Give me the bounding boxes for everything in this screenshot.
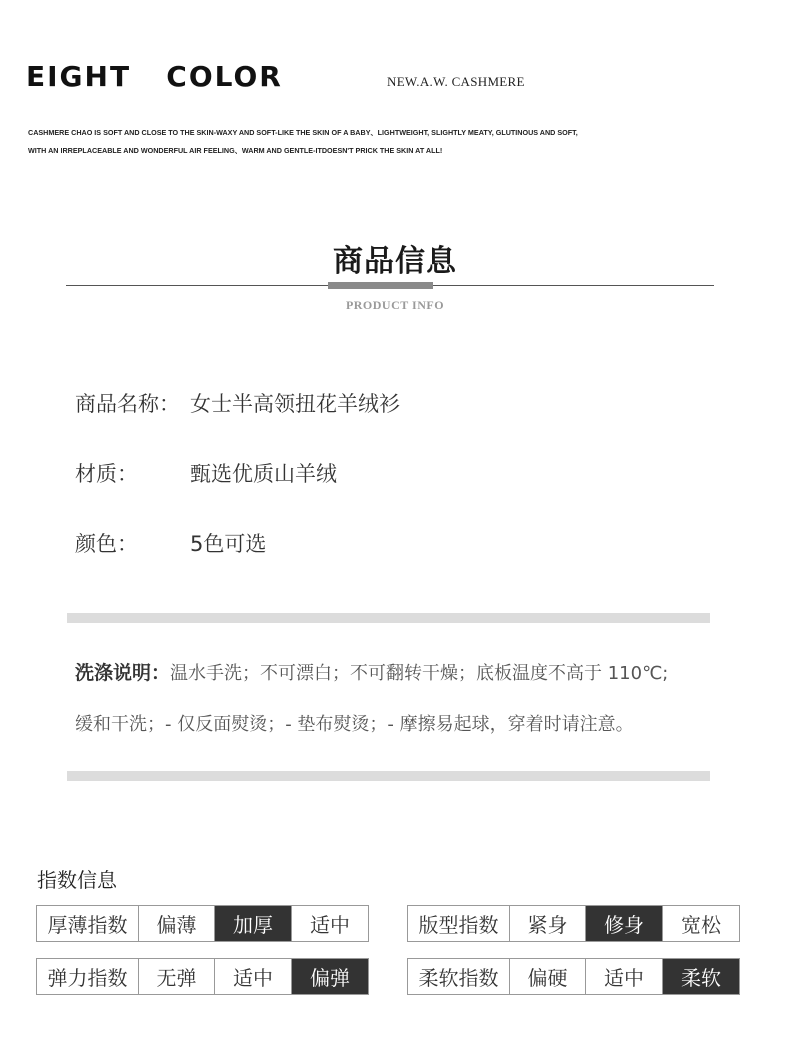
color-label: [75, 528, 190, 558]
elasticity-option-stretchy: 偏弹: [291, 959, 368, 994]
fit-index-label: 版型指数: [418, 913, 499, 937]
material-label-a: 材: [75, 462, 96, 486]
tagline-line-1: CASHMERE CHAO IS SOFT AND CLOSE TO THE SKIN-WAXY AND SOFT-LIKE THE SKIN OF A BABY、LIGHTWEIGHT, SLIGHTLY MEATY, GLUTINOUS AND SOFT,: [28, 128, 578, 137]
elasticity-option-none: 无弹: [138, 959, 214, 994]
fit-option-tight: 紧身: [509, 906, 585, 941]
material-label-b: 质：: [96, 462, 138, 486]
product-name-value: 女士半高领扭花羊绒衫: [190, 392, 400, 416]
thickness-option-thick: 加厚: [214, 906, 291, 941]
brand-name: EIGHT COLOR: [26, 60, 283, 93]
thickness-option-medium: 适中: [291, 906, 368, 941]
product-name-row: [75, 388, 400, 418]
product-color-row: [75, 528, 266, 558]
brand-subtitle: NEW.A.W. CASHMERE: [387, 74, 525, 89]
thickness-index-table: [36, 905, 369, 942]
fit-option-loose: 宽松: [662, 906, 739, 941]
softness-option-hard: 偏硬: [509, 959, 585, 994]
softness-option-medium: 适中: [585, 959, 662, 994]
color-label-a: 颜: [75, 532, 96, 556]
color-label-b: 色：: [96, 532, 138, 556]
elasticity-index-table: [36, 958, 369, 995]
section-subtitle: PRODUCT INFO: [345, 298, 445, 312]
divider-top: [67, 613, 710, 623]
elasticity-index-label: 弹力指数: [47, 966, 128, 990]
softness-index-table: [407, 958, 740, 995]
washing-line-2: 缓和干洗；- 仅反面熨烫；- 垫布熨烫；- 摩擦易起球，穿着时请注意。: [75, 714, 634, 735]
washing-line-1: [75, 658, 668, 685]
softness-option-soft: 柔软: [662, 959, 739, 994]
section-title: 商品信息: [333, 244, 457, 279]
thickness-index-label: 厚薄指数: [47, 913, 128, 937]
washing-text-1: 温水手洗；不可漂白；不可翻转干燥；底板温度不高于 110℃;: [170, 663, 669, 684]
elasticity-option-medium: 适中: [214, 959, 291, 994]
tagline-line-2: WITH AN IRREPLACEABLE AND WONDERFUL AIR FEELING、WARM AND GENTLE-ITDOESN'T PRICK THE SKIN AT ALL!: [28, 146, 443, 155]
divider-bottom: [67, 771, 710, 781]
thickness-option-thin: 偏薄: [138, 906, 214, 941]
color-value: 5色可选: [190, 532, 267, 556]
fit-index-table: [407, 905, 740, 942]
material-value: 甄选优质山羊绒: [190, 462, 337, 486]
product-name-label: 商品名称：: [75, 392, 180, 416]
fit-option-slim: 修身: [585, 906, 662, 941]
washing-label: 洗涤说明：: [75, 662, 171, 684]
title-accent-bar: [328, 282, 433, 289]
product-material-row: [75, 458, 337, 488]
material-label: [75, 458, 190, 488]
softness-index-label: 柔软指数: [418, 966, 499, 990]
index-title: 指数信息: [37, 868, 117, 892]
